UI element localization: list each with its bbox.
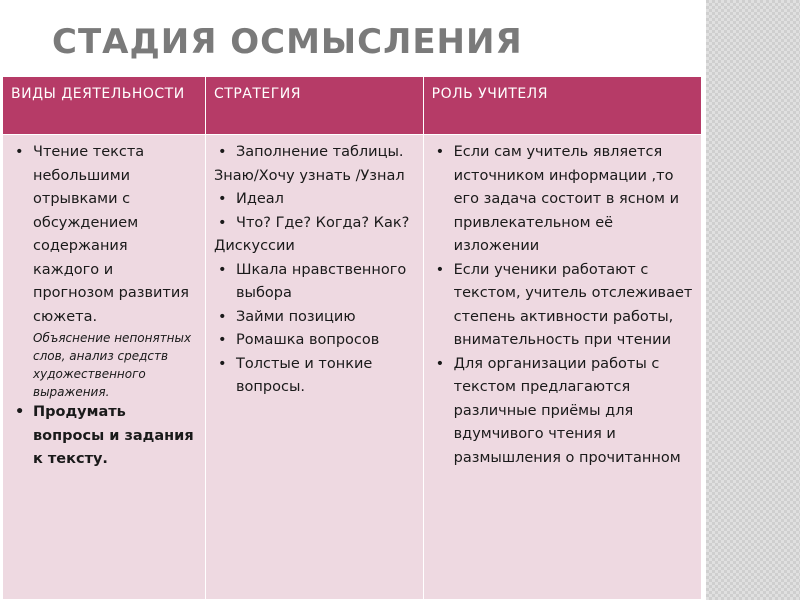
cell-activities [3, 135, 206, 600]
plain-line: Дискуссии [214, 238, 295, 254]
list-item: • Если ученики работают с текстом, учитель отслеживает степень активности работы, внимательность при чтении [432, 259, 693, 353]
list-item: • Что? Где? Когда? Как? [214, 212, 415, 236]
cell-strategy [206, 135, 424, 600]
list-item: • Продумать вопросы и задания к тексту. [11, 401, 197, 472]
list-item: • Займи позицию [214, 306, 415, 330]
header-strategy: СТРАТЕГИЯ [206, 77, 424, 135]
note-text: Объяснение непонятных слов, анализ средств художественного выражения. [33, 331, 192, 399]
list-item: • Если сам учитель является источником информации ,то его задача состоит в ясном и привлекательном её изложении [432, 141, 693, 259]
list-item: • Шкала нравственного выбора [214, 259, 415, 306]
list-item: • Ромашка вопросов [214, 329, 415, 353]
header-activities: ВИДЫ ДЕЯТЕЛЬНОСТИ [3, 77, 206, 135]
strategy-table [2, 76, 702, 600]
table-header-row [3, 77, 702, 135]
list-item: • Идеал [214, 188, 415, 212]
list-item: • Заполнение таблицы. [214, 141, 415, 165]
table-row [3, 135, 702, 600]
plain-line: Знаю/Хочу узнать /Узнал [214, 167, 405, 184]
slide-title: СТАДИЯ ОСМЫСЛЕНИЯ [52, 22, 523, 62]
list-item: • Для организации работы с текстом предлагаются различные приёмы для вдумчивого чтения и размышления о прочитанном [432, 353, 693, 471]
cell-teacher-role [423, 135, 701, 600]
list-item: • Чтение текста небольшими отрывками с обсуждением содержания каждого и прогнозом развития сюжета. [11, 141, 197, 329]
header-teacher-role: РОЛЬ УЧИТЕЛЯ [423, 77, 701, 135]
decorative-side-band [706, 0, 800, 600]
list-item: • Толстые и тонкие вопросы. [214, 353, 415, 400]
